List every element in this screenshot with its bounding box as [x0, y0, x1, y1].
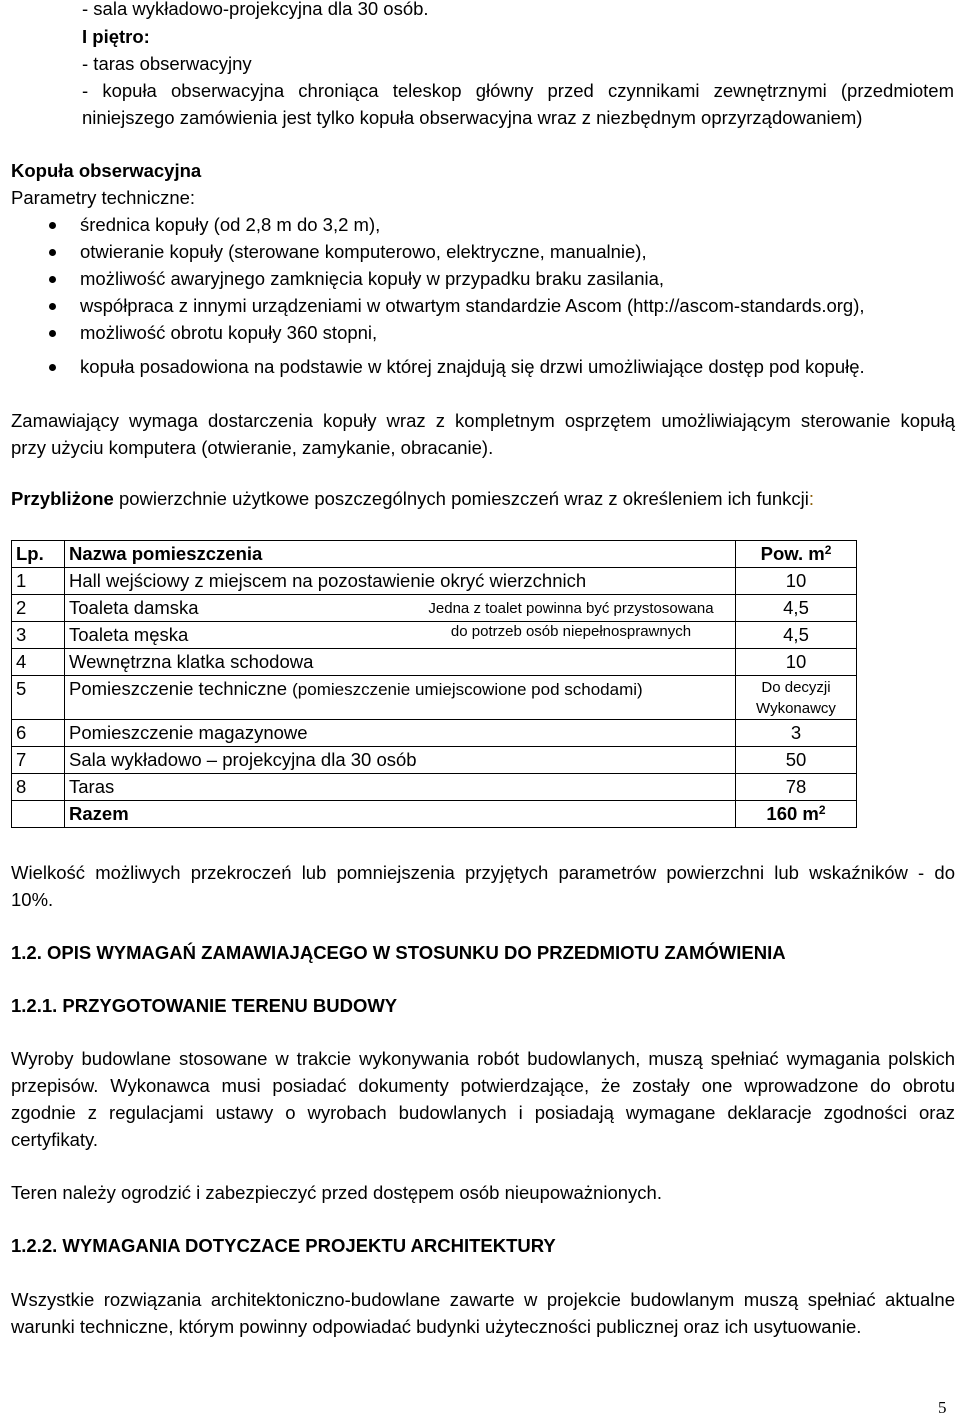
table-row [12, 649, 857, 676]
floor-1-heading: I piętro: [82, 26, 150, 47]
row-lp: 4 [12, 649, 65, 676]
intro-line-kopula-a: - kopuła obserwacyjna chroniąca teleskop główny przed czynnikami zewnętrznymi (przedmiotem [82, 80, 954, 101]
row-area: 4,5 [736, 622, 857, 649]
tolerance-line-a: Wielkość możliwych przekroczeń lub pomniejszenia przyjętych parametrów powierzchni lub wskaźników - do [11, 862, 955, 883]
intro-line-taras: - taras obserwacyjny [82, 53, 252, 74]
total-value [736, 801, 857, 828]
table-row [12, 568, 857, 595]
table-row [12, 774, 857, 801]
bullet-icon [49, 276, 56, 283]
table-row [12, 720, 857, 747]
row-area: 4,5 [736, 595, 857, 622]
table-row [12, 747, 857, 774]
bullet-icon [49, 303, 56, 310]
dome-params-label: Parametry techniczne: [11, 187, 196, 208]
row-lp: 6 [12, 720, 65, 747]
table-row [12, 676, 857, 720]
row-name: Sala wykładowo – projekcyjna dla 30 osób [65, 747, 736, 774]
architecture-line-1: Wszystkie rozwiązania architektoniczno-budowlane zawarte w projekcie budowlanym muszą spełniać aktualne [11, 1289, 955, 1310]
table-row [12, 622, 857, 649]
intro-line-kopula-b: niniejszego zamówienia jest tylko kopuła obserwacyjna wraz z niezbędnym oprzyrządowaniem) [82, 107, 863, 128]
table-header-row [12, 541, 857, 568]
architecture-line-2: warunki techniczne, którym powinny odpowiadać budynki użyteczności publicznej oraz ich usytuowanie. [11, 1316, 862, 1337]
total-label: Razem [65, 801, 736, 828]
dome-bullet-6: kopuła posadowiona na podstawie w której znajdują się drzwi umożliwiające dostęp pod kopułę. [80, 356, 865, 377]
approx-colon: : [808, 488, 815, 509]
dome-bullet-3: możliwość awaryjnego zamknięcia kopuły w przypadku braku zasilania, [80, 268, 665, 289]
row-name-note: (pomieszczenie umiejscowione pod schodami) [292, 680, 643, 699]
materials-line-3: zgodnie z regulacjami ustawy o wyrobach budowlanych i posiadają wymagane deklaracje zgodności oraz [11, 1102, 955, 1123]
requirement-line-b: przy użyciu komputera (otwieranie, zamykanie, obracanie). [11, 437, 494, 458]
row-name [65, 676, 736, 720]
row-area: 10 [736, 568, 857, 595]
header-area-label: Pow. m [760, 543, 825, 565]
tolerance-line-b: 10%. [11, 889, 54, 910]
dome-bullet-2: otwieranie kopuły (sterowane komputerowo, elektryczne, manualnie), [80, 241, 647, 262]
bullet-icon [49, 364, 56, 371]
materials-line-2: przepisów. Wykonawca musi posiadać dokumenty potwierdzające, że zostały one wprowadzone do obrotu [11, 1075, 955, 1096]
row-lp: 5 [12, 676, 65, 720]
row-area: 50 [736, 747, 857, 774]
row-area: 10 [736, 649, 857, 676]
approx-rest: powierzchnie użytkowe poszczególnych pomieszczeń wraz z określeniem ich funkcji [113, 488, 809, 509]
row-lp: 3 [12, 622, 65, 649]
total-value-number: 160 m [766, 803, 819, 825]
dome-bullet-4: współpraca z innymi urządzeniami w otwartym standardzie Ascom (http://ascom-standards.org), [80, 295, 865, 316]
table-row [12, 595, 857, 622]
fence-sentence: Teren należy ogrodzić i zabezpieczyć przed dostępem osób nieupoważnionych. [11, 1182, 662, 1203]
rooms-table [11, 540, 857, 828]
approx-areas-heading [11, 490, 814, 509]
approx-bold: Przybliżone [11, 488, 114, 509]
row-name: Taras [65, 774, 736, 801]
total-lp-empty [12, 801, 65, 828]
toilet-note-line-1: Jedna z toalet powinna być przystosowana [428, 600, 714, 617]
bullet-icon [49, 222, 56, 229]
header-lp: Lp. [12, 541, 65, 568]
row-name: Pomieszczenie magazynowe [65, 720, 736, 747]
header-name: Nazwa pomieszczenia [65, 541, 736, 568]
row-area-line-1: Do decyzji [761, 678, 831, 696]
row-area-decision [736, 676, 857, 720]
row-name: Hall wejściowy z miejscem na pozostawienie okryć wierzchnich [65, 568, 736, 595]
row-name-main: Pomieszczenie techniczne [69, 678, 287, 699]
row-lp: 2 [12, 595, 65, 622]
toilet-note-line-2: do potrzeb osób niepełnosprawnych [450, 623, 692, 640]
dome-bullet-5: możliwość obrotu kopuły 360 stopni, [80, 322, 378, 343]
requirement-line-a: Zamawiający wymaga dostarczenia kopuły wraz z kompletnym osprzętem umożliwiającym sterowanie kopułą [11, 410, 955, 431]
table-total-row [12, 801, 857, 828]
bullet-icon [49, 249, 56, 256]
header-area-sup: 2 [824, 543, 832, 558]
intro-line-sala: - sala wykładowo-projekcyjna dla 30 osób. [82, 0, 429, 19]
row-area-line-2: Wykonawcy [756, 699, 836, 717]
row-name: Toaleta męska [69, 623, 189, 645]
row-lp: 8 [12, 774, 65, 801]
materials-line-1: Wyroby budowlane stosowane w trakcie wykonywania robót budowlanych, muszą spełniać wymagania polskich [11, 1048, 955, 1069]
dome-bullet-1: średnica kopuły (od 2,8 m do 3,2 m), [80, 214, 381, 235]
row-name: Wewnętrzna klatka schodowa [65, 649, 736, 676]
materials-line-4: certyfikaty. [11, 1129, 99, 1150]
total-value-sup: 2 [818, 803, 826, 818]
row-lp: 7 [12, 747, 65, 774]
page-number: 5 [938, 1398, 947, 1417]
dome-heading: Kopuła obserwacyjna [11, 160, 202, 181]
row-lp: 1 [12, 568, 65, 595]
row-area: 3 [736, 720, 857, 747]
section-1-2-1-heading: 1.2.1. PRZYGOTOWANIE TERENU BUDOWY [11, 995, 398, 1016]
row-name: Toaleta damska [69, 596, 199, 618]
row-area: 78 [736, 774, 857, 801]
section-1-2-heading: 1.2. OPIS WYMAGAŃ ZAMAWIAJĄCEGO W STOSUNKU DO PRZEDMIOTU ZAMÓWIENIA [11, 942, 786, 963]
bullet-icon [49, 330, 56, 337]
row-name-with-note [65, 622, 736, 649]
section-1-2-2-heading: 1.2.2. WYMAGANIA DOTYCZACE PROJEKTU ARCHITEKTURY [11, 1235, 556, 1256]
header-area [736, 541, 857, 568]
row-name-with-note [65, 595, 736, 622]
